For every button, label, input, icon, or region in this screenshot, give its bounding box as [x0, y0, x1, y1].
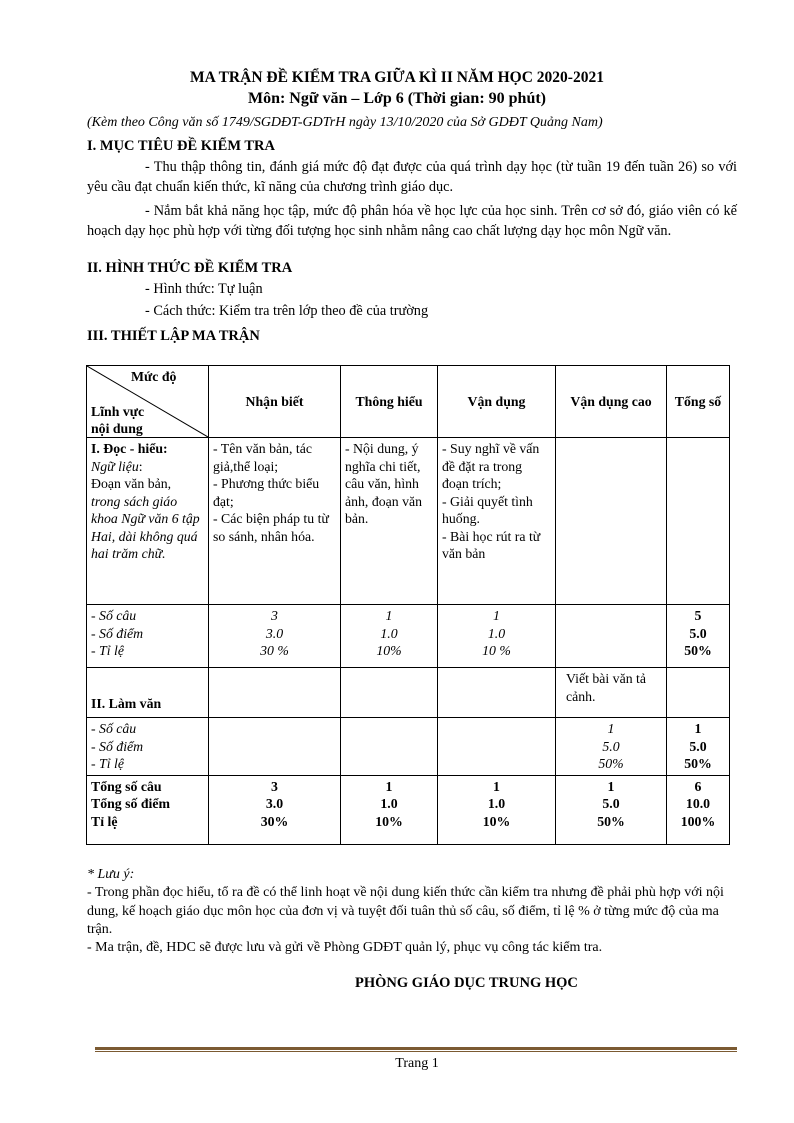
- section-2-heading: II. HÌNH THỨC ĐỀ KIỂM TRA: [87, 260, 293, 276]
- table-row-lam-van: [87, 668, 730, 718]
- doc-hieu-van-dung-cell: [438, 438, 556, 605]
- value-so-diem: 10.0: [685, 796, 711, 811]
- note-2: - Ma trận, đề, HDC sẽ được lưu và gửi về Phòng GDĐT quản lý, phục vụ công tác kiểm tra.: [87, 940, 603, 956]
- totals-thong-hieu: [341, 775, 438, 844]
- value-so-cau: 6: [694, 778, 702, 794]
- lv-stats-tong: [667, 718, 730, 776]
- doc-stats-tong: [667, 605, 730, 668]
- department-name: PHÒNG GIÁO DỤC TRUNG HỌC: [355, 975, 578, 991]
- value-so-diem: 5.0: [689, 738, 707, 754]
- section-1-paragraph-1: - Thu thập thông tin, đánh giá mức độ đạt được của quá trình dạy học (từ tuần 19 đến tuần 26) so với yêu cầu đạt chuẩn kiến thức, kĩ năng của chương trình giáo dục.: [87, 159, 737, 195]
- header-van-dung-cao: Vận dụng cao: [556, 366, 667, 438]
- document-reference: (Kèm theo Công văn số 1749/SGDĐT-GDTrH ngày 13/10/2020 của Sở GDĐT Quảng Nam): [87, 115, 603, 130]
- label-so-diem: - Số điểm: [91, 738, 144, 754]
- total-labels-cell: [87, 775, 209, 844]
- value-so-cau: 1: [607, 778, 615, 794]
- lv-stats-van-dung-cao: [556, 718, 667, 776]
- table-row-lam-van-stats: [87, 718, 730, 776]
- totals-van-dung-cao: [556, 775, 667, 844]
- table-row-totals: [87, 775, 730, 844]
- value-so-diem: 3.0: [265, 625, 284, 641]
- list-item: - Phương thức biểu đạt;: [213, 476, 320, 509]
- corner-field-line-2: nội dung: [91, 421, 143, 436]
- value-ti-le: 10%: [482, 813, 511, 829]
- ngu-lieu-plain: Đoạn văn bản,: [91, 476, 172, 491]
- lam-van-title: II. Làm văn: [87, 668, 209, 718]
- lam-van-van-dung: [438, 668, 556, 718]
- list-item: - Các biện pháp tu từ so sánh, nhân hóa.: [213, 511, 329, 544]
- value-ti-le: 50%: [598, 756, 624, 771]
- ngu-lieu-text: Ngữ liệu: [91, 458, 139, 474]
- label-tong-so-diem: Tổng số điểm: [91, 796, 170, 811]
- notes-title: * Lưu ý:: [87, 867, 135, 882]
- lv-stats-van-dung: [438, 718, 556, 776]
- document-subject: Môn: Ngữ văn – Lớp 6 (Thời gian: 90 phút): [247, 90, 547, 107]
- value-ti-le: 10 %: [482, 643, 511, 658]
- value-so-cau: 1: [385, 608, 393, 623]
- label-tong-so-cau: Tổng số câu: [91, 778, 162, 794]
- corner-level-label: Mức độ: [131, 369, 177, 384]
- value-ti-le: 100%: [680, 813, 716, 829]
- lam-van-van-dung-cao: [556, 668, 667, 718]
- header-van-dung: Vận dụng: [438, 366, 556, 438]
- ngu-lieu-colon: :: [138, 458, 143, 474]
- doc-hieu-thong-hieu-cell: [341, 438, 438, 605]
- doc-stats-van-dung-cao: [556, 605, 667, 668]
- doc-hieu-label-cell: [87, 438, 209, 605]
- section-3-heading: III. THIẾT LẬP MA TRẬN: [87, 328, 260, 344]
- table-row-doc-hieu-stats: [87, 605, 730, 668]
- value-ti-le: 30 %: [260, 643, 289, 658]
- list-item: - Bài học rút ra từ văn bản: [442, 528, 541, 561]
- value-so-cau: 3: [271, 778, 278, 794]
- value-ti-le: 50%: [597, 813, 625, 829]
- value-ti-le: 10%: [375, 813, 403, 829]
- notes-block: [87, 866, 737, 957]
- value-so-cau: 5: [694, 608, 702, 623]
- table-header-row: [87, 366, 730, 438]
- doc-hieu-nhan-biet-cell: [209, 438, 341, 605]
- list-item: - Nội dung, ý nghĩa chi tiết, câu văn, hình ảnh, đoạn văn bản.: [345, 441, 423, 526]
- corner-field-line-1: Lĩnh vực: [91, 404, 145, 419]
- section-1-paragraph-2: - Nắm bắt khả năng học tập, mức độ phân hóa về học lực của học sinh. Trên cơ sở đó, giáo viên có kế hoạch dạy học phù hợp với từng đối tượng học sinh nhằm nâng cao chất lượng dạy học môn Ngữ văn.: [87, 203, 737, 239]
- value-ti-le: 10%: [376, 643, 402, 658]
- section-2-line-1: - Hình thức: Tự luận: [145, 281, 263, 297]
- table-row-doc-hieu: [87, 438, 730, 605]
- note-1: - Trong phần đọc hiểu, tổ ra đề có thể linh hoạt về nội dung kiến thức cần kiểm tra nhưng đề phải phù hợp với nội dung, kế hoạch giáo dục môn học của đơn vị và tuyệt đối tuân thủ số câu, số điểm, tỉ lệ % ở từng mức độ của ma trận.: [87, 885, 724, 937]
- value-so-cau: 1: [493, 778, 500, 794]
- value-ti-le: 30%: [260, 813, 289, 829]
- doc-stats-nhan-biet: [209, 605, 341, 668]
- ngu-lieu-italic: trong sách giáo khoa Ngữ văn 6 tập Hai, dài không quá hai trăm chữ.: [91, 493, 200, 561]
- stat-labels-cell: [87, 605, 209, 668]
- value-so-diem: 1.0: [487, 625, 506, 641]
- totals-nhan-biet: [209, 775, 341, 844]
- doc-stats-thong-hieu: [341, 605, 438, 668]
- value-so-cau: 1: [694, 721, 702, 736]
- document-title: MA TRẬN ĐỀ KIỂM TRA GIỮA KÌ II NĂM HỌC 2020-2021: [190, 69, 604, 86]
- corner-field-label: [91, 403, 144, 437]
- list-item: - Tên văn bản, tác giả,thể loại;: [213, 441, 312, 474]
- header-nhan-biet: Nhận biết: [209, 366, 341, 438]
- list-item: - Giải quyết tình huống.: [442, 493, 533, 526]
- lam-van-tong: [667, 668, 730, 718]
- corner-header-cell: [87, 366, 209, 438]
- header-tong-so: Tổng số: [667, 366, 730, 438]
- value-ti-le: 50%: [684, 756, 712, 771]
- label-so-diem: - Số điểm: [91, 625, 144, 641]
- header-thong-hieu: Thông hiểu: [341, 366, 438, 438]
- value-so-cau: 1: [493, 608, 500, 623]
- value-so-cau: 3: [271, 608, 278, 623]
- ngu-lieu-label: [91, 458, 204, 476]
- lam-van-nhan-biet: [209, 668, 341, 718]
- value-so-diem: 1.0: [380, 625, 398, 641]
- value-so-cau: 1: [385, 778, 393, 794]
- label-ti-le: - Tỉ lệ: [91, 643, 124, 658]
- value-ti-le: 50%: [684, 643, 712, 658]
- label-so-cau: - Số câu: [91, 721, 137, 736]
- page-number: Trang 1: [395, 1056, 439, 1071]
- lv-stats-thong-hieu: [341, 718, 438, 776]
- list-item: - Suy nghĩ về vấn đề đặt ra trong đoạn trích;: [442, 441, 540, 491]
- section-1-heading: I. MỤC TIÊU ĐỀ KIỂM TRA: [87, 138, 275, 154]
- lv-stats-nhan-biet: [209, 718, 341, 776]
- value-so-cau: 1: [607, 721, 615, 736]
- footer-divider: [95, 1047, 737, 1052]
- assessment-matrix-table: [86, 365, 730, 845]
- value-so-diem: 3.0: [265, 796, 284, 811]
- label-ti-le: - Tỉ lệ: [91, 756, 124, 771]
- value-so-diem: 5.0: [602, 738, 620, 754]
- value-so-diem: 5.0: [689, 625, 707, 641]
- value-so-diem: 5.0: [602, 796, 620, 811]
- value-so-diem: 1.0: [487, 796, 506, 811]
- doc-hieu-tong-cell: [667, 438, 730, 605]
- label-so-cau: - Số câu: [91, 608, 137, 623]
- stat-labels-cell: [87, 718, 209, 776]
- doc-hieu-title: I. Đọc - hiểu:: [91, 441, 168, 456]
- totals-tong: [667, 775, 730, 844]
- lam-van-task: Viết bài văn tả cảnh.: [566, 671, 647, 704]
- doc-stats-van-dung: [438, 605, 556, 668]
- label-ti-le: Tỉ lệ: [91, 813, 118, 829]
- section-2-line-2: - Cách thức: Kiểm tra trên lớp theo đề của trường: [145, 303, 429, 319]
- lam-van-thong-hieu: [341, 668, 438, 718]
- value-so-diem: 1.0: [380, 796, 398, 811]
- totals-van-dung: [438, 775, 556, 844]
- doc-hieu-van-dung-cao-cell: [556, 438, 667, 605]
